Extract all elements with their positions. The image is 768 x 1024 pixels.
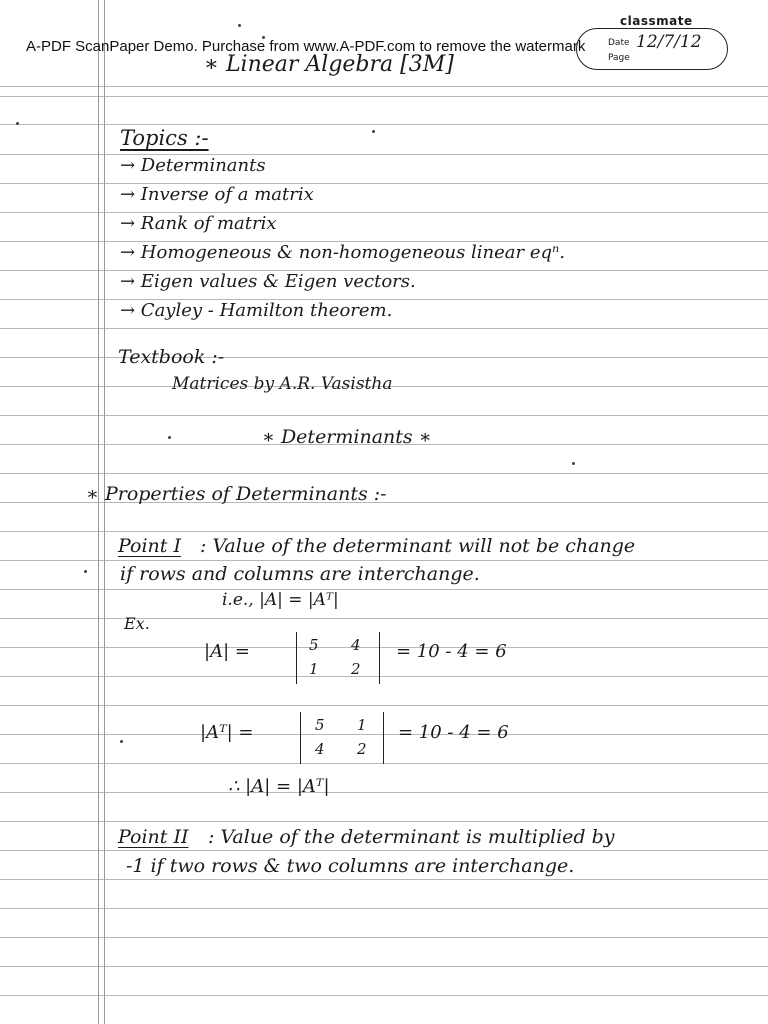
matrix-cell: 5 [315, 716, 325, 734]
properties-heading: ∗ Properties of Determinants :- [86, 483, 387, 505]
textbook-name: Matrices by A.R. Vasistha [172, 374, 393, 394]
scan-speck [84, 570, 87, 573]
rule-line [0, 560, 768, 561]
scan-speck [16, 122, 19, 125]
matrix-cell: 4 [351, 636, 361, 654]
rule-line [0, 328, 768, 329]
rule-line [0, 705, 768, 706]
topic-item: → Homogeneous & non-homogeneous linear eqⁿ. [120, 242, 566, 263]
point-1-text: : Value of the determinant will not be change [200, 535, 636, 557]
page-title: ∗ Linear Algebra [3M] [204, 52, 454, 77]
rule-line [0, 154, 768, 155]
point-2-text: -1 if two rows & two columns are interchange. [126, 855, 575, 877]
rule-line [0, 618, 768, 619]
scan-speck [168, 436, 171, 439]
rule-line [0, 647, 768, 648]
scan-speck [372, 130, 375, 133]
watermark-text: A-PDF ScanPaper Demo. Purchase from www.A-PDF.com to remove the watermark [26, 38, 586, 55]
rule-line [0, 676, 768, 677]
rule-line [0, 763, 768, 764]
margin-line [98, 0, 99, 1024]
determinant-matrix [300, 712, 384, 764]
scan-speck [120, 740, 123, 743]
rule-line [0, 879, 768, 880]
rule-line [0, 908, 768, 909]
topic-item: → Eigen values & Eigen vectors. [120, 271, 416, 292]
topic-item: → Inverse of a matrix [120, 184, 314, 205]
example-label: Ex. [124, 614, 150, 633]
matrix-cell: 2 [357, 740, 367, 758]
scan-speck [238, 24, 241, 27]
point-2-label: Point II [118, 826, 189, 848]
rule-line [0, 183, 768, 184]
matrix-cell: 4 [315, 740, 325, 758]
rule-line [0, 415, 768, 416]
topic-item: → Cayley - Hamilton theorem. [120, 300, 393, 321]
matrix-cell: 1 [357, 716, 367, 734]
point-1-label: Point I [118, 535, 181, 557]
topic-item: → Rank of matrix [120, 213, 277, 234]
margin-line [104, 0, 105, 1024]
section-title: ∗ Determinants ∗ [262, 426, 432, 448]
date-label: Date [608, 38, 630, 48]
matrix-cell: 2 [351, 660, 361, 678]
page-label: Page [608, 53, 630, 63]
matrix-cell: 1 [309, 660, 319, 678]
rule-line [0, 966, 768, 967]
matrix-cell: 5 [309, 636, 319, 654]
rule-line [0, 357, 768, 358]
conclusion-equation: ∴ |A| = |Aᵀ| [228, 776, 330, 797]
rule-line [0, 96, 768, 97]
point-1-text: if rows and columns are interchange. [120, 563, 480, 585]
equation-rhs: = 10 - 4 = 6 [398, 722, 509, 743]
rule-line [0, 821, 768, 822]
rule-line [0, 850, 768, 851]
rule-line [0, 531, 768, 532]
determinant-matrix [296, 632, 380, 684]
textbook-heading: Textbook :- [118, 346, 225, 368]
rule-line [0, 473, 768, 474]
equation-rhs: = 10 - 4 = 6 [396, 641, 507, 662]
point-1-identity: i.e., |A| = |Aᵀ| [222, 590, 339, 610]
scan-speck [572, 462, 575, 465]
rule-line [0, 792, 768, 793]
rule-line [0, 995, 768, 996]
topic-item: → Determinants [120, 155, 266, 176]
brand-logo-text: classmate [620, 14, 693, 28]
rule-line [0, 734, 768, 735]
rule-line [0, 124, 768, 125]
equation-lhs: |Aᵀ| = [200, 722, 254, 743]
topics-heading: Topics :- [120, 126, 209, 150]
point-2-text: : Value of the determinant is multiplied by [208, 826, 615, 848]
equation-lhs: |A| = [204, 641, 250, 662]
date-value: 12/7/12 [636, 32, 702, 52]
rule-line [0, 86, 768, 87]
rule-line [0, 937, 768, 938]
rule-line [0, 589, 768, 590]
rule-line [0, 212, 768, 213]
